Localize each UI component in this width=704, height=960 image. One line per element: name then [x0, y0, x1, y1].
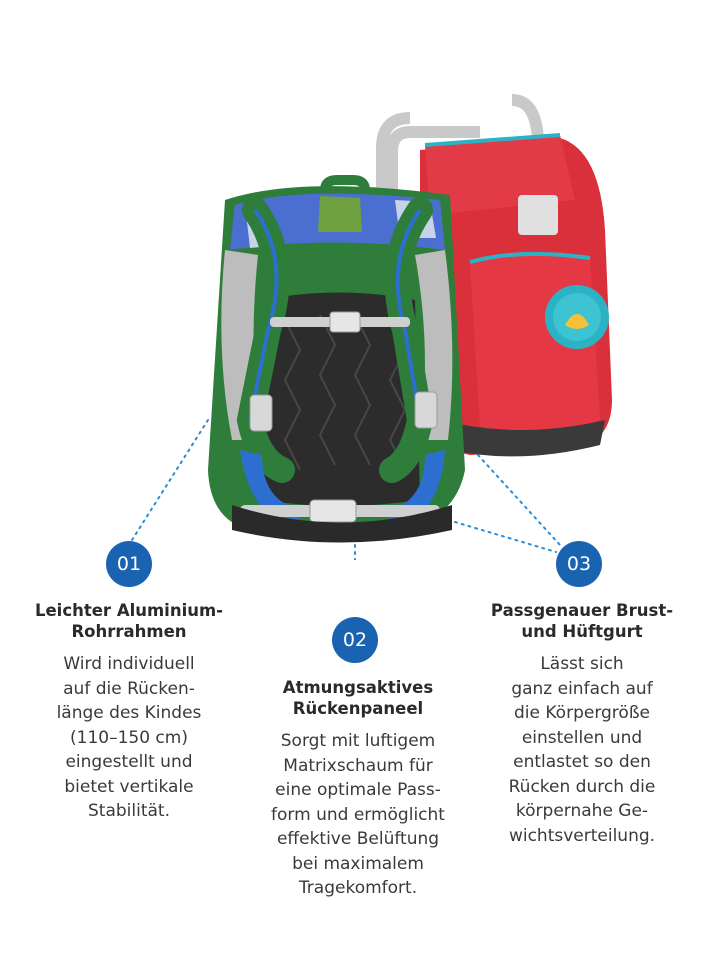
description-line: Tragekomfort. [298, 878, 418, 898]
description-line: einstellen und [521, 727, 643, 748]
description-line: Rücken durch die [508, 776, 656, 797]
description-line: Wird individuell [63, 654, 195, 674]
description-line: körpernahe Ge- [515, 801, 649, 821]
feature-title-line: und Hüftgurt [521, 622, 643, 641]
description-line: effektive Belüftung [276, 829, 440, 849]
description-line: bietet vertikale [64, 776, 194, 797]
feature-title-line: Rückenpaneel [292, 699, 424, 718]
description-line: wichtsverteilung. [508, 825, 656, 846]
feature-title [10, 600, 248, 642]
feature-description [240, 729, 476, 901]
description-line: Lässt sich [540, 654, 624, 674]
feature-aluminium-frame [10, 600, 248, 824]
feature-title-line: Passgenauer Brust- [490, 601, 674, 620]
description-line: Stabilität. [88, 801, 170, 821]
feature-description [470, 652, 694, 848]
leader-line-01 [132, 420, 208, 540]
description-line: Matrixschaum für [283, 755, 433, 776]
description-line: ganz einfach auf [511, 678, 653, 699]
feature-title-line: Atmungsaktives [282, 678, 434, 697]
description-line: eine optimale Pass- [275, 780, 441, 800]
feature-description [10, 652, 248, 824]
feature-back-panel [240, 677, 476, 901]
feature-title-line: Rohrrahmen [71, 622, 187, 641]
feature-number-badge-02: 02 [332, 617, 378, 663]
feature-number-badge-01: 01 [106, 541, 152, 587]
leader-line-03b [455, 522, 556, 552]
description-line: form und ermöglicht [271, 804, 445, 825]
green-backpack [208, 180, 465, 543]
description-line: auf die Rücken- [63, 678, 195, 699]
description-line: länge des Kindes [56, 703, 202, 723]
description-line: die Körpergröße [514, 703, 650, 723]
description-line: bei maximalem [292, 853, 424, 874]
feature-title [240, 677, 476, 719]
description-line: entlastet so den [513, 752, 651, 772]
feature-chest-hip-belt [470, 600, 694, 848]
feature-title [470, 600, 694, 642]
description-line: eingestellt und [65, 752, 193, 772]
description-line: (110–150 cm) [70, 727, 188, 748]
feature-title-line: Leichter Aluminium- [34, 601, 224, 620]
description-line: Sorgt mit luftigem [280, 731, 436, 751]
feature-number-badge-03: 03 [556, 541, 602, 587]
